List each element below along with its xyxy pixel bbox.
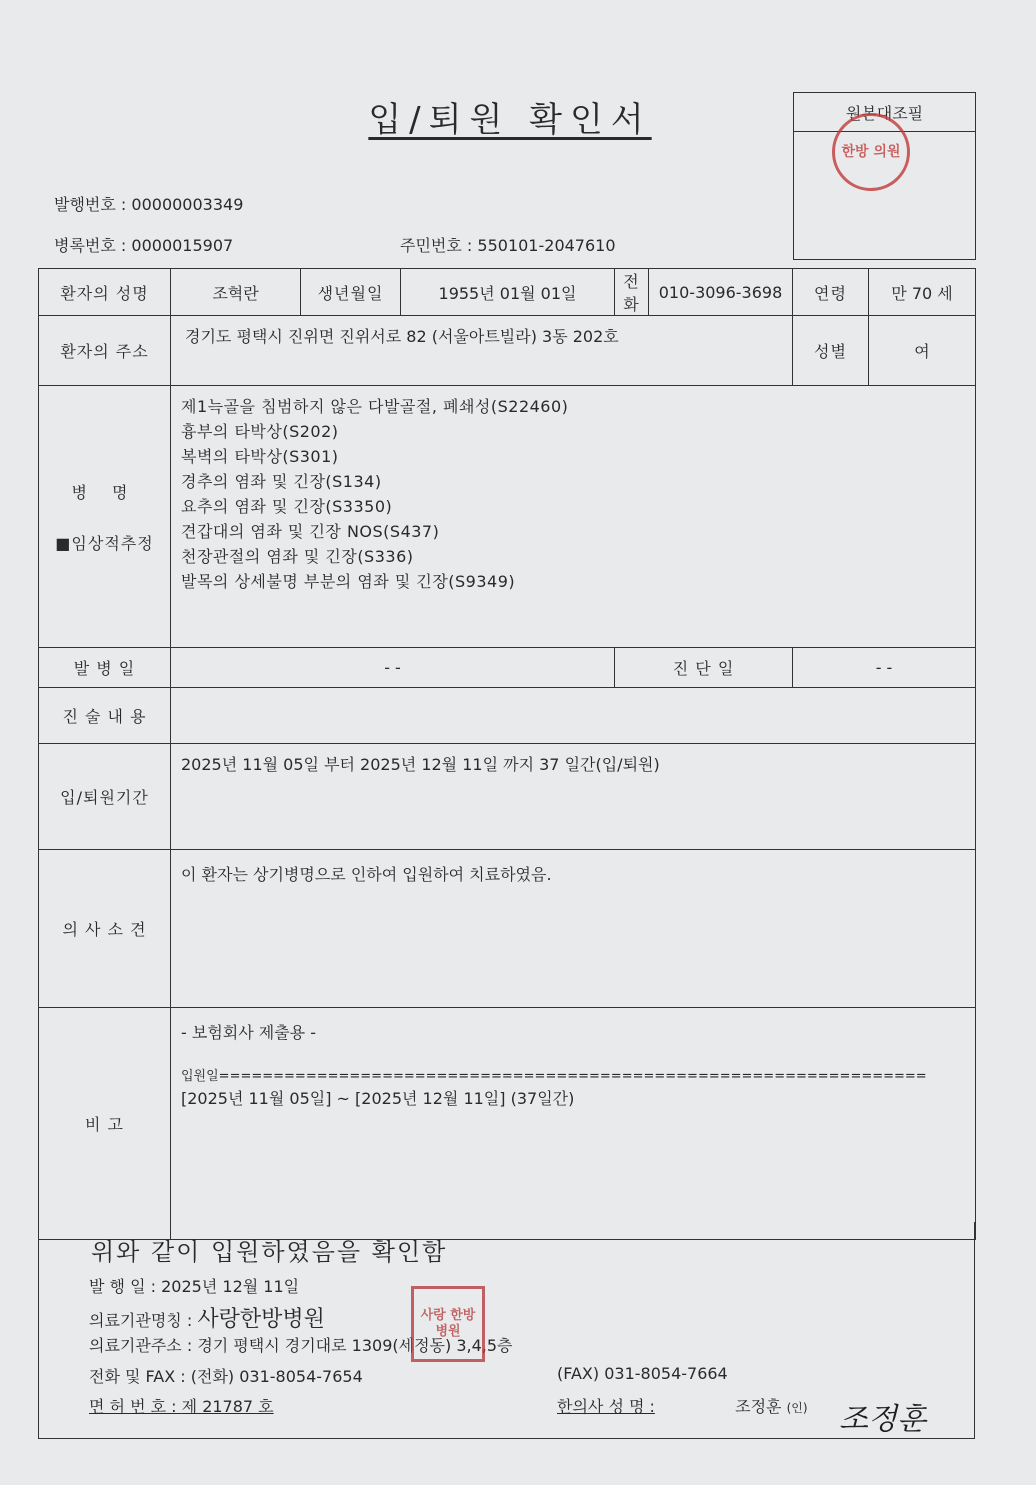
patient-name: 조혁란 bbox=[171, 269, 301, 316]
disease-item: 견갑대의 염좌 및 긴장 NOS(S437) bbox=[181, 522, 440, 541]
remarks-line: - 보험회사 제출용 - bbox=[181, 1023, 316, 1042]
license-number: 제 21787 호 bbox=[181, 1397, 274, 1416]
statement-value bbox=[171, 688, 976, 744]
confirmation-footer bbox=[38, 1222, 975, 1439]
diagnosis-label: 진 단 일 bbox=[615, 648, 793, 688]
institution-fax: (FAX) 031-8054-7664 bbox=[557, 1364, 728, 1383]
doctor-name: 조정훈 bbox=[735, 1397, 782, 1416]
document-title: 입/퇴원 확인서 bbox=[368, 100, 652, 140]
patient-sex: 여 bbox=[869, 316, 976, 386]
disease-item: 흉부의 타박상(S202) bbox=[181, 422, 339, 441]
disease-label-cell bbox=[39, 386, 171, 648]
hospital-seal-stamp: 사랑 한방 병원 bbox=[411, 1286, 485, 1362]
disease-item: 요추의 염좌 및 긴장(S3350) bbox=[181, 497, 393, 516]
opinion-value: 이 환자는 상기병명으로 인하여 입원하여 치료하였음. bbox=[171, 850, 976, 1008]
remarks-content bbox=[171, 1008, 976, 1240]
disease-label: 병 명 bbox=[71, 482, 138, 502]
remarks-label: 비 고 bbox=[39, 1008, 171, 1240]
institution-address: 경기 평택시 경기대로 1309(세정동) 3,4,5층 bbox=[197, 1336, 513, 1355]
institution-name: 사랑한방병원 bbox=[197, 1307, 325, 1332]
patient-name-label: 환자의 성명 bbox=[39, 269, 171, 316]
opinion-label: 의 사 소 견 bbox=[39, 850, 171, 1008]
institution-phone: (전화) 031-8054-7654 bbox=[190, 1367, 363, 1386]
resident-number: 주민번호 : 550101-2047610 bbox=[400, 236, 616, 255]
original-seal-stamp: 한방 의원 bbox=[832, 113, 910, 191]
disease-list bbox=[171, 386, 976, 648]
issue-number: 발행번호 : 00000003349 bbox=[54, 195, 244, 214]
age-label: 연령 bbox=[793, 269, 869, 316]
disease-item: 경추의 염좌 및 긴장(S134) bbox=[181, 472, 382, 491]
license-row: 면 허 번 호 : 제 21787 호 bbox=[89, 1397, 274, 1416]
institution-address-row: 의료기관주소 : 경기 평택시 경기대로 1309(세정동) 3,4,5층 bbox=[89, 1336, 513, 1355]
doctor-row: 한의사 성 명 : 조정훈 (인) bbox=[557, 1397, 808, 1416]
issue-date-row: 발 행 일 : 2025년 12월 11일 bbox=[89, 1277, 300, 1296]
period-label: 입/퇴원기간 bbox=[39, 744, 171, 850]
disease-item: 복벽의 타박상(S301) bbox=[181, 447, 339, 466]
doctor-signature: 조정훈 bbox=[839, 1402, 926, 1437]
disease-item: 천장관절의 염좌 및 긴장(S336) bbox=[181, 547, 414, 566]
disease-item: 발목의 상세불명 부분의 염좌 및 긴장(S9349) bbox=[181, 572, 516, 591]
seal-mark: (인) bbox=[786, 1401, 808, 1415]
birth-date: 1955년 01월 01일 bbox=[401, 269, 615, 316]
phone-label: 전 화 bbox=[615, 269, 649, 316]
diagnosis-date: - - bbox=[793, 648, 976, 688]
onset-date: - - bbox=[171, 648, 615, 688]
address-label: 환자의 주소 bbox=[39, 316, 171, 386]
record-number: 병록번호 : 0000015907 bbox=[54, 236, 234, 255]
onset-label: 발 병 일 bbox=[39, 648, 171, 688]
birth-label: 생년월일 bbox=[301, 269, 401, 316]
remarks-line: 입원일================================================================= bbox=[181, 1069, 927, 1084]
age: 만 70 세 bbox=[869, 269, 976, 316]
confirmation-statement: 위와 같이 입원하였음을 확인함 bbox=[91, 1238, 448, 1266]
sex-label: 성별 bbox=[793, 316, 869, 386]
institution-name-row: 의료기관명칭 : 사랑한방병원 bbox=[89, 1307, 325, 1332]
record-table bbox=[38, 268, 976, 1240]
phone: 010-3096-3698 bbox=[649, 269, 793, 316]
clinical-estimate-label: ■임상적추정 bbox=[55, 533, 154, 553]
phone-fax-row: 전화 및 FAX : (전화) 031-8054-7654 bbox=[89, 1367, 363, 1386]
disease-item: 제1늑골을 침범하지 않은 다발골절, 폐쇄성(S22460) bbox=[181, 397, 569, 416]
original-verified-label: 원본대조필 bbox=[794, 93, 975, 132]
statement-label: 진 술 내 용 bbox=[39, 688, 171, 744]
original-verified-box bbox=[793, 92, 976, 260]
patient-address: 경기도 평택시 진위면 진위서로 82 (서울아트빌라) 3동 202호 bbox=[171, 316, 793, 386]
issue-date: 2025년 12월 11일 bbox=[161, 1277, 300, 1296]
period-value: 2025년 11월 05일 부터 2025년 12월 11일 까지 37 일간(입/퇴원) bbox=[171, 744, 976, 850]
remarks-line: [2025년 11월 05일] ~ [2025년 12월 11일] (37일간) bbox=[181, 1089, 575, 1108]
